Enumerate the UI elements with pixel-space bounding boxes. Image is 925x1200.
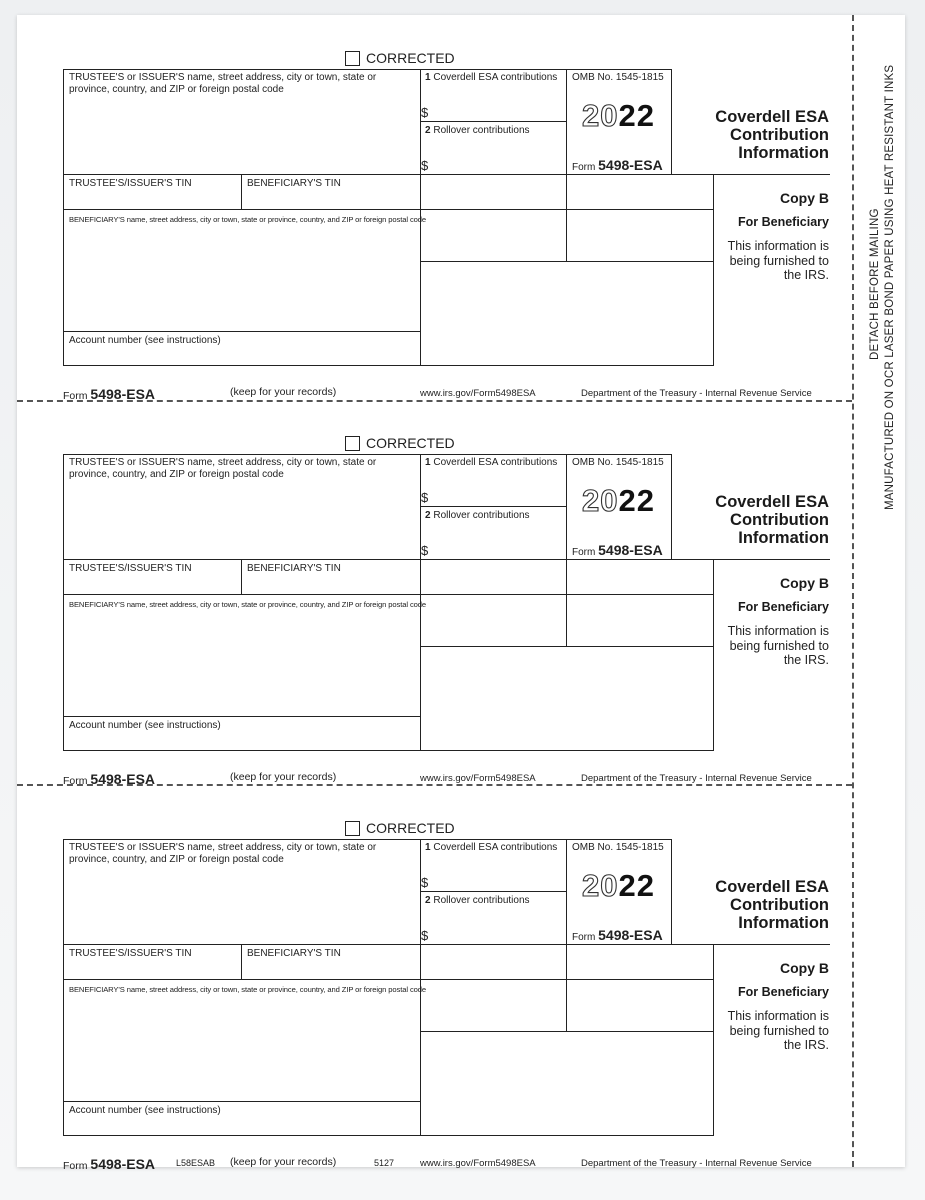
- form-number-box: Form 5498-ESA: [572, 927, 663, 943]
- for-beneficiary-label: For Beneficiary: [737, 985, 829, 999]
- box1-dollar: $: [421, 105, 429, 120]
- form-5498-esa-copy-2: [0, 401, 852, 786]
- box1-dollar: $: [421, 875, 429, 890]
- box2-label: 2 Rollover contributions: [425, 895, 530, 906]
- trustee-tin-label: TRUSTEE'S/ISSUER'S TIN: [69, 178, 192, 189]
- vertical-perforation: [852, 15, 854, 1167]
- trustee-tin-label: TRUSTEE'S/ISSUER'S TIN: [69, 563, 192, 574]
- beneficiary-tin-label: BENEFICIARY'S TIN: [247, 563, 341, 574]
- omb-number: OMB No. 1545-1815: [572, 457, 664, 468]
- beneficiary-name-label: BENEFICIARY'S name, street address, city or town, state or province, country, and ZIP or foreign postal code: [69, 215, 427, 224]
- box1-dollar: $: [421, 490, 429, 505]
- irs-url: www.irs.gov/Form5498ESA: [420, 1158, 536, 1169]
- keep-for-records: (keep for your records): [230, 386, 337, 398]
- omb-number: OMB No. 1545-1815: [572, 842, 664, 853]
- irs-info-text: This information is being furnished to the IRS.: [727, 1009, 829, 1052]
- box2-label: 2 Rollover contributions: [425, 510, 530, 521]
- keep-for-records: (keep for your records): [230, 771, 337, 783]
- box1-label: 1 Coverdell ESA contributions: [425, 457, 558, 468]
- irs-info-text: This information is being furnished to the IRS.: [727, 624, 829, 667]
- beneficiary-tin-label: BENEFICIARY'S TIN: [247, 948, 341, 959]
- irs-url: www.irs.gov/Form5498ESA: [420, 388, 536, 399]
- box1-label: 1 Coverdell ESA contributions: [425, 842, 558, 853]
- stock-number: 5127: [374, 1158, 395, 1168]
- tax-year: 2022: [582, 868, 655, 903]
- product-code: L58ESAB: [176, 1158, 216, 1168]
- footer-form-number: Form 5498-ESA: [63, 1156, 156, 1172]
- irs-url: www.irs.gov/Form5498ESA: [420, 773, 536, 784]
- account-number-label: Account number (see instructions): [69, 1105, 221, 1116]
- treasury-department: Department of the Treasury - Internal Revenue Service: [581, 1158, 812, 1169]
- side-vertical-text: [868, 65, 898, 510]
- corrected-label: CORRECTED: [366, 50, 455, 66]
- box2-dollar: $: [421, 928, 429, 943]
- form-number-box: Form 5498-ESA: [572, 157, 663, 173]
- box2-dollar: $: [421, 158, 429, 173]
- footer-form-number: Form 5498-ESA: [63, 771, 156, 787]
- manufactured-text: MANUFACTURED ON OCR LASER BOND PAPER USING HEAT RESISTANT INKS: [884, 64, 896, 510]
- for-beneficiary-label: For Beneficiary: [737, 600, 829, 614]
- tax-year: 2022: [582, 98, 655, 133]
- copy-label: Copy B: [780, 960, 829, 976]
- irs-info-text: This information is being furnished to the IRS.: [727, 239, 829, 282]
- beneficiary-name-label: BENEFICIARY'S name, street address, city or town, state or province, country, and ZIP or foreign postal code: [69, 985, 427, 994]
- copy-label: Copy B: [780, 190, 829, 206]
- form-title: Coverdell ESA Contribution Information: [715, 493, 829, 547]
- form-number-box: Form 5498-ESA: [572, 542, 663, 558]
- corrected-label: CORRECTED: [366, 820, 455, 836]
- trustee-name-label: TRUSTEE'S or ISSUER'S name, street address, city or town, state or province, country, and ZIP or foreign postal code: [69, 72, 377, 95]
- treasury-department: Department of the Treasury - Internal Revenue Service: [581, 773, 812, 784]
- form-title: Coverdell ESA Contribution Information: [715, 108, 829, 162]
- form-5498-esa-copy-3: [0, 786, 852, 1171]
- trustee-name-label: TRUSTEE'S or ISSUER'S name, street address, city or town, state or province, country, and ZIP or foreign postal code: [69, 457, 377, 480]
- footer-form-number: Form 5498-ESA: [63, 386, 156, 402]
- account-number-label: Account number (see instructions): [69, 720, 221, 731]
- box1-label: 1 Coverdell ESA contributions: [425, 72, 558, 83]
- copy-label: Copy B: [780, 575, 829, 591]
- form-5498-esa-copy-1: [0, 16, 852, 401]
- keep-for-records: (keep for your records): [230, 1156, 337, 1168]
- detach-text: DETACH BEFORE MAILING: [869, 208, 881, 360]
- treasury-department: Department of the Treasury - Internal Revenue Service: [581, 388, 812, 399]
- trustee-name-label: TRUSTEE'S or ISSUER'S name, street address, city or town, state or province, country, and ZIP or foreign postal code: [69, 842, 377, 865]
- tax-year: 2022: [582, 483, 655, 518]
- beneficiary-name-label: BENEFICIARY'S name, street address, city or town, state or province, country, and ZIP or foreign postal code: [69, 600, 427, 609]
- beneficiary-tin-label: BENEFICIARY'S TIN: [247, 178, 341, 189]
- corrected-label: CORRECTED: [366, 435, 455, 451]
- trustee-tin-label: TRUSTEE'S/ISSUER'S TIN: [69, 948, 192, 959]
- form-title: Coverdell ESA Contribution Information: [715, 878, 829, 932]
- for-beneficiary-label: For Beneficiary: [737, 215, 829, 229]
- box2-label: 2 Rollover contributions: [425, 125, 530, 136]
- box2-dollar: $: [421, 543, 429, 558]
- omb-number: OMB No. 1545-1815: [572, 72, 664, 83]
- account-number-label: Account number (see instructions): [69, 335, 221, 346]
